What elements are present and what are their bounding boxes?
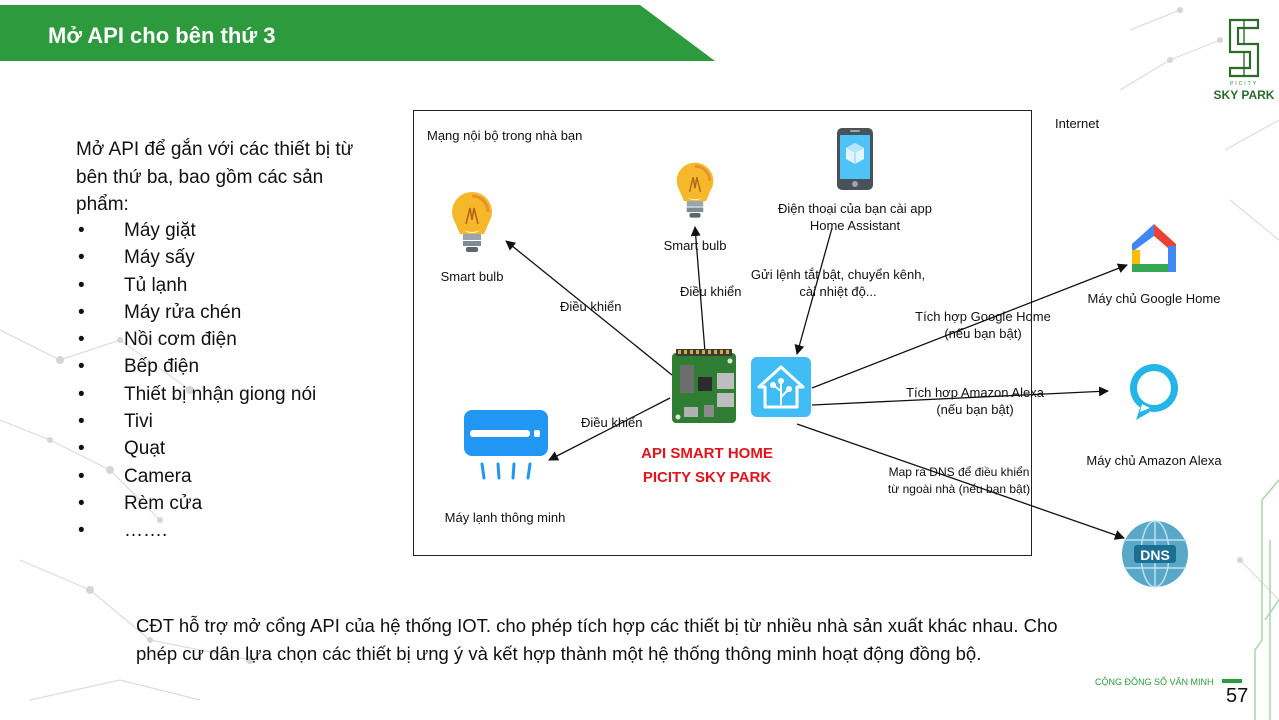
air-conditioner-icon (464, 410, 548, 484)
google-integration-label (906, 308, 1060, 342)
product-name: ……. (124, 520, 168, 542)
product-name: Quạt (124, 438, 166, 460)
control-label-bulb-left: Điều khiển (560, 299, 622, 314)
command-label-line-1: Gửi lệnh tắt bật, chuyển kênh, (750, 267, 926, 282)
smart-bulb-left-icon (448, 190, 496, 256)
bullet: • (78, 383, 85, 405)
smart-bulb-left-label: Smart bulb (440, 269, 504, 284)
bullet: • (78, 274, 85, 296)
phone-label-line-1: Điện thoại của bạn cài app (778, 201, 932, 216)
bullet: • (78, 301, 85, 323)
smart-bulb-center-icon (673, 158, 717, 224)
air-conditioner-label: Máy lạnh thông minh (444, 510, 566, 525)
bullet: • (78, 220, 85, 241)
bullet: • (78, 438, 85, 460)
dns-text: DNS (1140, 547, 1170, 563)
page-title: Mở API cho bên thứ 3 (48, 23, 276, 48)
product-name: Thiết bị nhận giong nói (124, 383, 317, 405)
api-title-line-2: PICITY SKY PARK (642, 469, 772, 486)
internet-label: Internet (1055, 116, 1100, 131)
alexa-integration-line-2: (nếu bạn bật) (936, 402, 1014, 417)
product-name: Tivi (124, 411, 153, 433)
google-integration-line-1: Tích hợp Google Home (915, 309, 1051, 324)
product-name: Nồi cơm điện (124, 329, 237, 351)
product-name: Máy rửa chén (124, 301, 242, 323)
raspberry-pi-board-icon (670, 349, 738, 425)
bullet: • (78, 411, 85, 433)
product-name: Camera (124, 465, 192, 487)
intro-text: Mở API để gắn với các thiết bị từ bên thứ ba, bao gồm các sản phẩm: (76, 139, 354, 215)
google-server-label: Máy chủ Google Home (1087, 291, 1221, 306)
google-integration-line-2: (nếu bạn bật) (944, 326, 1022, 341)
bullet: • (78, 329, 85, 351)
alexa-integration-label (896, 384, 1054, 418)
product-name: Máy sấy (124, 247, 195, 269)
logo-name: SKY PARK (1213, 88, 1275, 102)
product-name: Tủ lạnh (124, 274, 188, 296)
phone-label-line-2: Home Assistant (809, 218, 901, 233)
dns-integration-line-2: từ ngoài nhà (nếu bạn bật) (887, 482, 1031, 496)
page-number-bar (1222, 679, 1242, 683)
alexa-server-label: Máy chủ Amazon Alexa (1086, 453, 1222, 468)
amazon-alexa-icon (1126, 360, 1182, 422)
home-assistant-icon (751, 357, 811, 417)
bullet: • (78, 465, 85, 487)
bullet: • (78, 247, 85, 269)
product-name: Bếp điện (124, 356, 200, 378)
control-label-bulb-center: Điều khiển (680, 284, 742, 299)
smart-bulb-center-label: Smart bulb (663, 238, 727, 253)
product-name: Máy giặt (124, 220, 196, 241)
alexa-integration-line-1: Tích hợp Amazon Alexa (906, 385, 1044, 400)
logo-subtitle: PICITY (1229, 81, 1259, 87)
api-title-line-1: API SMART HOME (641, 445, 773, 462)
phone-label (770, 200, 940, 234)
command-label-line-2: cài nhiệt độ... (799, 284, 877, 299)
dns-integration-label (876, 464, 1042, 498)
footer-description: CĐT hỗ trợ mở cổng API của hệ thống IOT. cho phép tích hợp các thiết bị từ nhiều nhà sản xuất khác nhau. Cho phép cư dân lựa chọn các thiết bị ưng ý và kết hợp thành một hệ thống thông minh hoạt động đồng bộ. (136, 615, 1058, 664)
bullet: • (78, 356, 85, 378)
local-network-label: Mạng nội bộ trong nhà bạn (427, 128, 583, 143)
product-name: Rèm cửa (124, 492, 203, 514)
bullet: • (78, 492, 85, 514)
dns-integration-line-1: Map ra DNS để điều khiển (888, 465, 1030, 479)
smartphone-icon (836, 127, 874, 191)
page-number: 57 (1226, 685, 1249, 707)
command-label (740, 266, 936, 300)
google-home-icon (1130, 222, 1178, 274)
footer-slogan: CỘNG ĐỒNG SỐ VĂN MINH (1095, 677, 1214, 687)
control-label-ac: Điều khiển (581, 415, 643, 430)
bullet: • (78, 520, 85, 542)
